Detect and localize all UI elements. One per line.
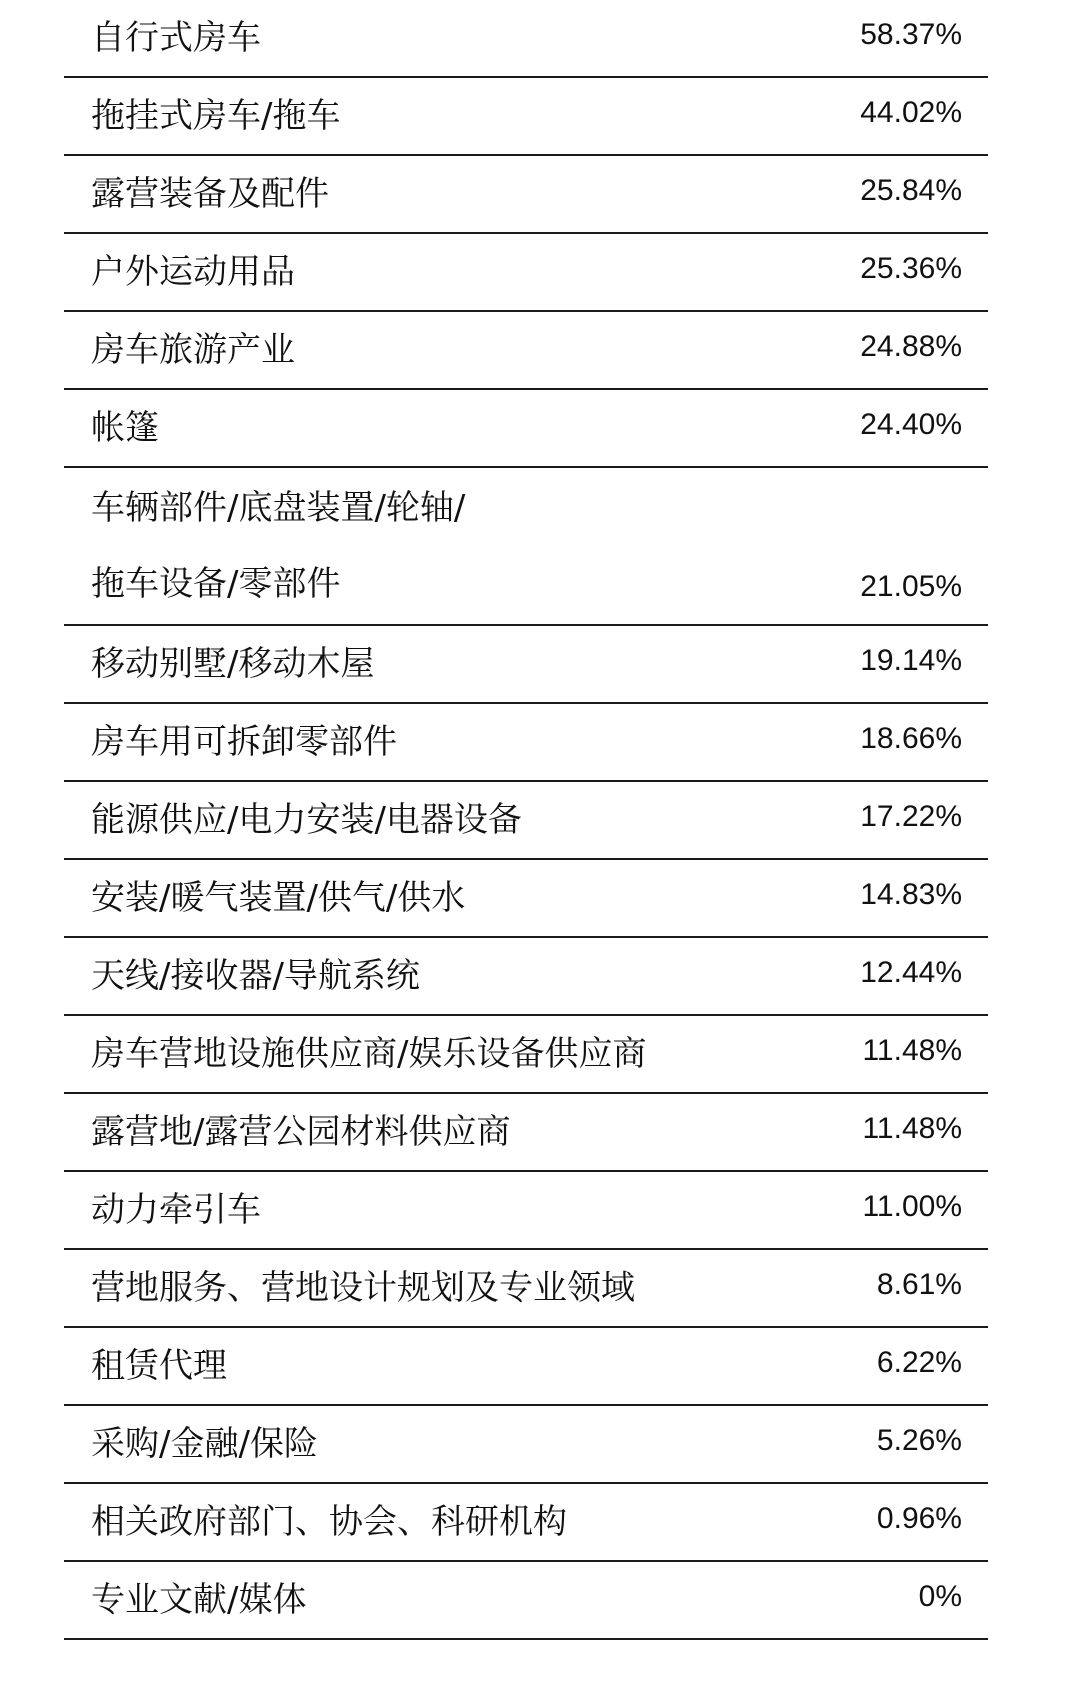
table-row bbox=[64, 234, 988, 312]
table-row bbox=[64, 312, 988, 390]
row-value: 17.22% bbox=[860, 800, 962, 833]
row-label-line-2: 拖车设备/零部件 bbox=[91, 564, 341, 604]
row-label: 拖挂式房车/拖车 bbox=[91, 96, 341, 136]
row-label: 专业文献/媒体 bbox=[91, 1580, 307, 1620]
category-percentage-table bbox=[64, 0, 988, 1640]
row-label: 自行式房车 bbox=[91, 18, 261, 58]
row-value: 19.14% bbox=[860, 644, 962, 677]
row-label: 采购/金融/保险 bbox=[91, 1424, 318, 1464]
row-label: 安装/暖气装置/供气/供水 bbox=[91, 878, 466, 918]
row-value: 12.44% bbox=[860, 956, 962, 989]
table-row bbox=[64, 0, 988, 78]
row-label: 移动别墅/移动木屋 bbox=[91, 644, 375, 684]
row-label: 户外运动用品 bbox=[91, 252, 295, 292]
row-label: 动力牵引车 bbox=[91, 1190, 261, 1230]
row-value: 21.05% bbox=[860, 570, 962, 603]
row-value: 24.40% bbox=[860, 408, 962, 441]
row-label: 营地服务、营地设计规划及专业领域 bbox=[91, 1268, 635, 1308]
table-row bbox=[64, 782, 988, 860]
row-value: 18.66% bbox=[860, 722, 962, 755]
row-label-line-1: 车辆部件/底盘装置/轮轴/ bbox=[91, 488, 466, 528]
table-row bbox=[64, 938, 988, 1016]
row-value: 44.02% bbox=[860, 96, 962, 129]
row-label: 租赁代理 bbox=[91, 1346, 227, 1386]
row-label: 帐篷 bbox=[91, 408, 159, 448]
table-row bbox=[64, 1172, 988, 1250]
table-row bbox=[64, 390, 988, 468]
table-row bbox=[64, 1484, 988, 1562]
table-row bbox=[64, 1562, 988, 1640]
row-value: 0% bbox=[918, 1580, 962, 1613]
row-value: 6.22% bbox=[876, 1346, 962, 1379]
row-value: 8.61% bbox=[876, 1268, 962, 1301]
table-row bbox=[64, 156, 988, 234]
row-value: 11.00% bbox=[862, 1190, 962, 1223]
row-value: 14.83% bbox=[860, 878, 962, 911]
table-row bbox=[64, 1016, 988, 1094]
row-label: 露营装备及配件 bbox=[91, 174, 329, 214]
row-label: 露营地/露营公园材料供应商 bbox=[91, 1112, 511, 1152]
table-row bbox=[64, 626, 988, 704]
row-value: 25.36% bbox=[860, 252, 962, 285]
table-row bbox=[64, 1406, 988, 1484]
row-label: 房车营地设施供应商/娱乐设备供应商 bbox=[91, 1034, 647, 1074]
table-row bbox=[64, 860, 988, 938]
table-row bbox=[64, 468, 988, 626]
row-label: 相关政府部门、协会、科研机构 bbox=[91, 1502, 567, 1542]
row-value: 25.84% bbox=[860, 174, 962, 207]
table-row bbox=[64, 1094, 988, 1172]
row-value: 24.88% bbox=[860, 330, 962, 363]
table-row bbox=[64, 1328, 988, 1406]
row-label: 房车用可拆卸零部件 bbox=[91, 722, 397, 762]
row-value: 0.96% bbox=[876, 1502, 962, 1535]
row-value: 11.48% bbox=[862, 1034, 962, 1067]
row-label: 天线/接收器/导航系统 bbox=[91, 956, 420, 996]
row-value: 58.37% bbox=[860, 18, 962, 51]
table-row bbox=[64, 1250, 988, 1328]
row-label: 能源供应/电力安装/电器设备 bbox=[91, 800, 522, 840]
table-row bbox=[64, 78, 988, 156]
row-label bbox=[91, 470, 611, 622]
row-value: 5.26% bbox=[876, 1424, 962, 1457]
table-row bbox=[64, 704, 988, 782]
row-value: 11.48% bbox=[862, 1112, 962, 1145]
row-label: 房车旅游产业 bbox=[91, 330, 295, 370]
